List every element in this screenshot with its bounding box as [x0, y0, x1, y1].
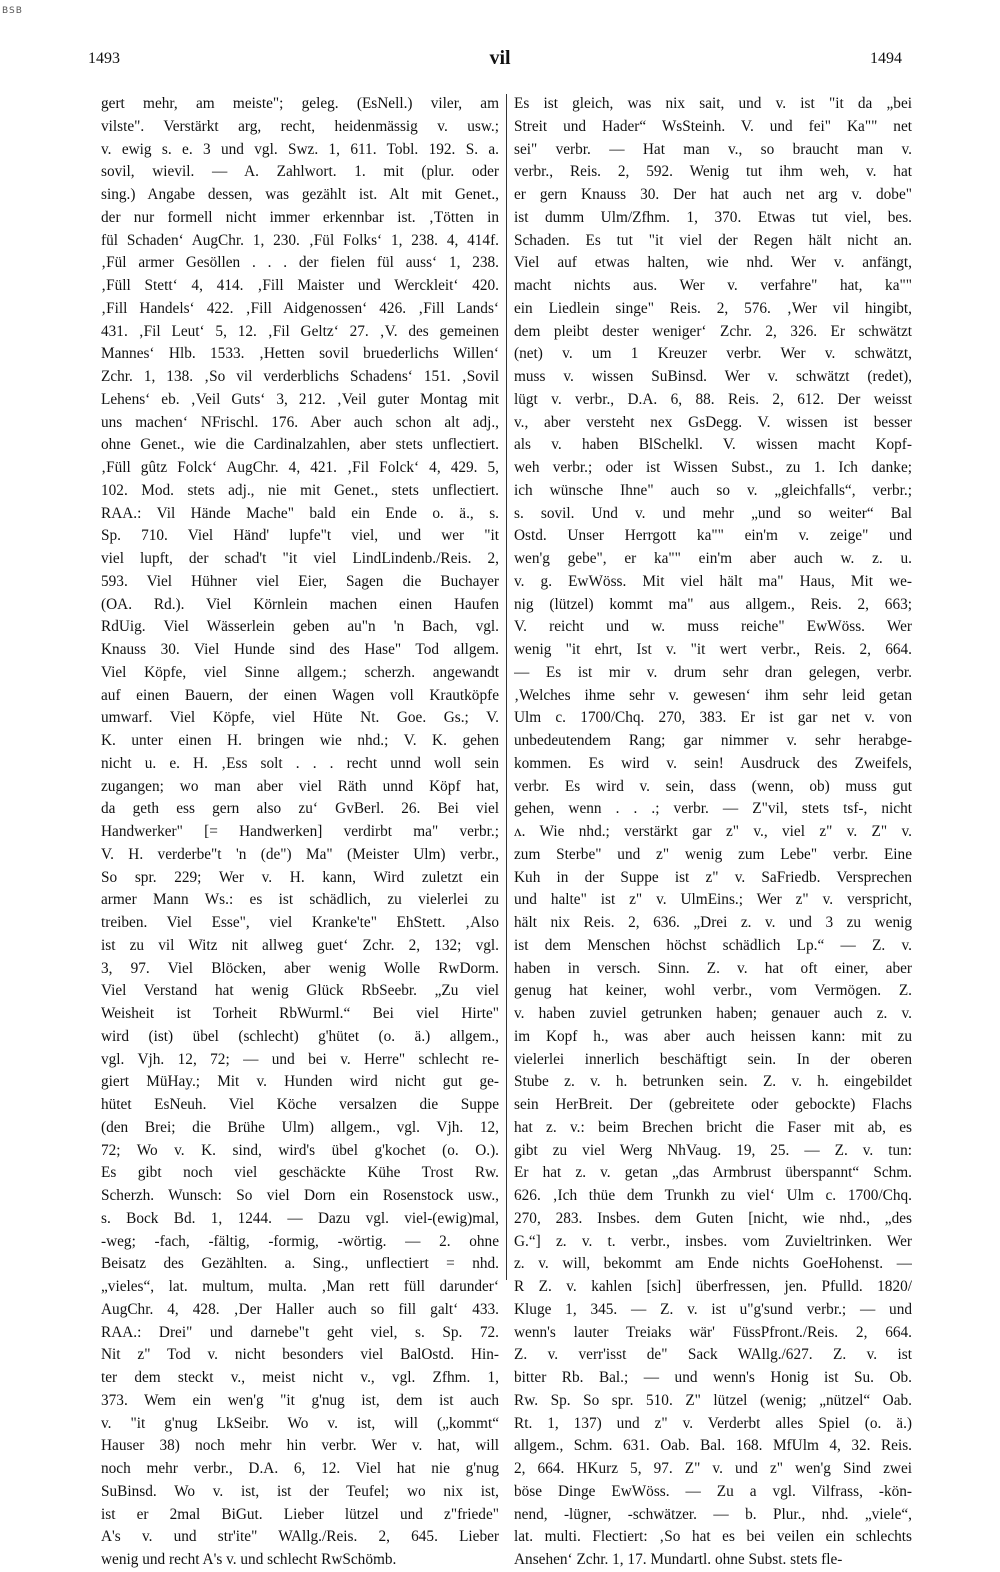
text-line: viel lupft, der schad't "it viel LindLindenb./Reis. 2,: [101, 550, 499, 567]
text-line: vilste". Verstärkt arg, recht, heidenmässig v. usw.;: [101, 117, 499, 135]
text-line: G.“] z. v. t. verbr., insbes. vom Zuvieltrinken. Wer: [514, 1232, 912, 1250]
text-line: RAA.: Vil Hände Mache" bald ein Ende o. ä., s.: [101, 504, 499, 522]
text-line: 72; Wo v. K. sind, wird's übel g'kochet (o. O.).: [101, 1141, 499, 1159]
text-line: Zchr. 1, 138. ‚So vil verderblichs Schadens‘ 151. ‚Sovil: [101, 368, 499, 385]
text-line: hält nix Reis. 2, 636. „Drei z. v. und 3 zu wenig: [514, 914, 912, 931]
text-line: ‚Fül armer Gesöllen . . . der fielen fül auss‘ 1, 238.: [101, 254, 499, 272]
text-line: Hauser 38) noch mehr hin verbr. Wer v. hat, will: [101, 1437, 499, 1455]
text-line: — Es ist mir v. drum sehr dran gelegen, verbr.: [514, 663, 912, 681]
text-line: gibt zu viel Werg NhVaug. 19, 25. — Z. v. tun:: [514, 1141, 912, 1159]
text-line: Beisatz des Gezählten. a. Sing., unflectiert = nhd.: [101, 1255, 499, 1273]
text-line: Viel Verstand hat wenig Glück RbSeebr. „Zu viel: [101, 982, 499, 1000]
text-line: ich wünsche Ihne" auch so v. „gleichfalls“, verbr.;: [514, 481, 912, 499]
text-line: sei" verbr. — Hat man v., so braucht man v.: [514, 140, 912, 158]
text-line: uns machen‘ NFrischl. 176. Aber auch schon alt adj.,: [101, 413, 499, 431]
text-line: ist er 2mal BiGut. Lieber lützel und z"friede": [101, 1505, 499, 1523]
text-line: treiben. Viel Esse", viel Kranke'te" EhStett. ‚Also: [101, 914, 499, 931]
text-line: allgem., Schm. 631. Oab. Bal. 168. MfUlm 4, 32. Reis.: [514, 1437, 912, 1455]
text-line: v., aber versteht nex GsDegg. V. wissen ist besser: [514, 413, 912, 431]
text-line: Scherzh. Wunsch: So viel Dorn ein Rosenstock usw.,: [101, 1187, 499, 1204]
text-line: ter dem steckt v., meist nicht v., vgl. Zfhm. 1,: [101, 1369, 499, 1386]
text-line: SuBinsd. Wo v. ist, ist der Teufel; wo nix ist,: [101, 1482, 499, 1500]
text-line: K. unter einen H. bringen wie nhd.; V. K. gehen: [101, 732, 499, 749]
text-line: weh verbr.; oder ist Wissen Subst., zu 1. Ich danke;: [514, 459, 912, 476]
text-line: macht nichts aus. Wer v. verfahre" hat, ka"": [514, 277, 912, 294]
text-line: kommen. Es wird v. sein! Ausdruck des Zweifels,: [514, 754, 912, 772]
text-line: Ansehen‘ Zchr. 1, 17. Mundartl. ohne Subst. stets fle-: [514, 1551, 843, 1568]
text-line: vielerlei innerlich beschäftigt sein. In der oberen: [514, 1050, 912, 1068]
left-column: [101, 93, 499, 1572]
text-line: unbedeutendem Rang; gar nimmer v. sehr herabge-: [514, 732, 912, 749]
page-number-left: 1493: [88, 50, 120, 67]
text-line: Kluge 1, 345. — Z. v. ist u"g'sund verbr.; — und: [514, 1300, 912, 1318]
text-line: zugangen; wo man aber viel Räth unnd Köpf hat,: [101, 777, 499, 795]
text-line: AugChr. 4, 428. ‚Der Haller auch so fill galt‘ 433.: [101, 1300, 499, 1318]
text-line: er gern Knauss 30. Der hat auch net arg v. dobe": [514, 186, 912, 203]
text-line: Es ist gleich, was nix sait, und v. ist "it da „bei: [514, 95, 912, 112]
text-line: vgl. Vjh. 12, 72; — und bei v. Herre" schlecht re-: [101, 1050, 499, 1068]
text-line: s. sovil. Und v. und mehr „und so weiter“ Bal: [514, 504, 912, 522]
text-line: ‚Welches ihme sehr v. gewesen‘ ihm sehr leid getan: [514, 686, 912, 704]
text-line: 270, 283. Insbes. dem Guten [nicht, wie nhd., „des: [514, 1209, 912, 1227]
text-line: sing.) Angabe dessen, was gezählt ist. Alt mit Genet.,: [101, 186, 499, 203]
text-line: dem pleibt dester weniger‘ Zchr. 2, 326. Er schwätzt: [514, 322, 912, 340]
text-line: 431. ‚Fil Leut‘ 5, 12. ‚Fil Geltz‘ 27. ‚V. des gemeinen: [101, 322, 499, 340]
text-line: ʌ. Wie nhd.; verstärkt gar z" v., viel z" v. Z" v.: [514, 823, 912, 840]
text-line: v. "it g'nug LkSeibr. Wo v. ist, will („kommt“: [101, 1414, 499, 1432]
text-line: Stube z. v. h. betrunken sein. Z. v. h. eingebildet: [514, 1073, 912, 1091]
text-line: V. reicht und w. muss reiche" EwWöss. Wer: [514, 618, 912, 636]
text-line: verbr. Es wird v. sein, dass (wenn, ob) muss gut: [514, 777, 912, 795]
right-column: [514, 93, 912, 1572]
text-line: gert mehr, am meiste"; geleg. (EsNell.) viler, am: [101, 95, 499, 112]
text-line: -weg; -fach, -fältig, -formig, -wörtig. — 2. ohne: [101, 1232, 499, 1250]
text-line: wenig "it ehrt, Ist v. "it wert verbr., Reis. 2, 664.: [514, 641, 912, 658]
text-line: z. v. will, bekommt am Ende nichts GoeHohenst. —: [514, 1255, 912, 1273]
text-line: fül Schaden‘ AugChr. 1, 230. ‚Fül Folks‘ 1, 238. 4, 414f.: [101, 231, 499, 249]
text-line: Knauss 30. Viel Hunde sind des Hase" Tod allgem.: [101, 641, 499, 658]
text-line: im Kopf h., was aber auch heissen kann: mit zu: [514, 1027, 912, 1045]
text-line: armer Mann Ws.: es ist schädlich, zu vielerlei zu: [101, 891, 499, 909]
text-line: zum Sterbe" und z" wenig zum Lebe" verbr. Eine: [514, 845, 912, 863]
text-line: So spr. 229; Wer v. H. kann, Wird zuletzt ein: [101, 868, 499, 886]
text-line: Ostd. Unser Herrgott ka"" ein'm v. zeige" und: [514, 527, 912, 545]
text-line: ist dumm Ulm/Zfhm. 1, 370. Etwas tut viel, bes.: [514, 208, 912, 226]
text-line: 102. Mod. stets adj., nie mit Genet., stets unflectiert.: [101, 481, 499, 499]
text-line: RAA.: Drei" und darnebe"t geht viel, s. Sp. 72.: [101, 1323, 499, 1341]
text-line: Mannes‘ Hlb. 1533. ‚Hetten sovil bruederlichs Willen‘: [101, 345, 499, 363]
text-line: böse Dinge EwWöss. — Zu a vgl. Vilfrass, -kön-: [514, 1482, 912, 1500]
text-line: muss v. wissen SuBinsd. Wer v. schwätzt (redet),: [514, 368, 912, 385]
text-line: wenn's lauter Treiaks wär' FüssPfront./Reis. 2, 664.: [514, 1323, 912, 1341]
text-line: nend, -lügner, -schwätzer. — b. Plur., nhd. „viele“,: [514, 1505, 912, 1523]
page-number-right: 1494: [870, 50, 902, 67]
text-line: Er hat z. v. getan „das Armbrust überspannt“ Schm.: [514, 1164, 912, 1182]
text-line: ohne Genet., wie die Cardinalzahlen, aber stets unflectiert.: [101, 436, 499, 454]
text-line: Sp. 710. Viel Händ' lupfe"t viel, und wer "it: [101, 527, 499, 545]
text-line: ist zu vil Witz nit allweg guet‘ Zchr. 2, 132; vgl.: [101, 936, 499, 954]
text-line: Viel Köpfe, viel Sinne allgem.; scherzh. angewandt: [101, 663, 499, 681]
text-line: Weisheit ist Torheit RbWurml.“ Bei viel Hirte": [101, 1005, 499, 1022]
text-line: Z. v. verr'isst de" Sack WAllg./627. Z. v. ist: [514, 1346, 912, 1364]
text-line: Viel auf etwas halten, wie nhd. Wer v. anfängt,: [514, 254, 912, 272]
text-line: Kuh in der Suppe ist z" v. SaFriedb. Versprechen: [514, 868, 912, 886]
text-line: und halte" ist z" v. UlmEins.; Wer z" v. verspricht,: [514, 891, 912, 909]
text-line: Handwerker" [= Handwerken] verdirbt ma" verbr.;: [101, 823, 499, 840]
text-line: 626. ‚Ich thüe dem Trunkh zu viel‘ Ulm c. 1700/Chq.: [514, 1187, 912, 1204]
text-line: (net) v. um 1 Kreuzer verbr. Wer v. schwätzt,: [514, 345, 912, 363]
text-line: noch mehr verbr., D.A. 6, 12. Viel hat nie g'nug: [101, 1460, 499, 1477]
text-line: gehen, wenn . . .; verbr. — Z"vil, stets tsf-, nicht: [514, 800, 912, 818]
text-line: ein Liedlein singe" Reis. 2, 576. ‚Wer vil hingibt,: [514, 299, 912, 317]
text-line: als v. haben BlSchelkl. V. wissen macht Kopf-: [514, 436, 912, 454]
text-line: haben in versch. Sinn. Z. v. hat oft einer, aber: [514, 959, 912, 977]
text-line: RdUig. Viel Wässerlein geben au"n 'n Bach, vgl.: [101, 618, 499, 636]
text-line: R Z. v. kahlen [sich] überfressen, jen. Pfulld. 1820/: [514, 1278, 912, 1295]
text-line: da geth ess gern also zu‘ GvBerl. 26. Bei viel: [101, 800, 499, 818]
text-line: v. ewig s. e. 3 und vgl. Swz. 1, 611. Tobl. 192. S. a.: [101, 140, 499, 158]
text-line: lügt v. verbr., D.A. 6, 88. Reis. 2, 612. Der weisst: [514, 390, 912, 408]
text-line: giert MüHay.; Mit v. Hunden wird nicht gut ge-: [101, 1073, 499, 1091]
text-line: sovil, wievil. — A. Zahlwort. 1. mit (plur. oder: [101, 163, 499, 181]
text-line: sein HerBreit. Der (gebreitete oder gebockte) Flachs: [514, 1096, 912, 1113]
column-divider: [506, 94, 507, 1280]
text-line: Es gibt noch viel geschäckte Kühe Trost Rw.: [101, 1164, 499, 1182]
text-line: s. Bock Bd. 1, 1244. — Dazu vgl. viel-(ewig)mal,: [101, 1209, 499, 1227]
text-line: A's v. und str'ite" WAllg./Reis. 2, 645. Lieber: [101, 1528, 499, 1546]
text-line: Lehens‘ eb. ‚Veil Guts‘ 3, 212. ‚Veil guter Montag mit: [101, 390, 499, 408]
text-line: „vieles“, lat. multum, multa. ‚Man rett füll darunder‘: [101, 1278, 499, 1295]
text-line: (OA. Rd.). Viel Körnlein machen einen Haufen: [101, 595, 499, 613]
text-line: wenig und recht A's v. und schlecht RwSchömb.: [101, 1551, 397, 1568]
library-stamp: BSB: [2, 6, 23, 16]
text-line: Streit und Hader“ WsSteinh. V. und fei" Ka"" net: [514, 117, 912, 135]
text-line: wen'g gebe", er ka"" ein'm aber auch w. z. u.: [514, 550, 912, 567]
text-line: genug hat keiner, wohl verbr., vom Vermögen. Z.: [514, 982, 912, 1000]
text-line: der nur formell nicht immer erkennbar ist. ‚Tötten in: [101, 208, 499, 226]
text-line: ‚Füll gûtz Folck‘ AugChr. 4, 421. ‚Fil Folck‘ 4, 429. 5,: [101, 459, 499, 476]
text-line: hütet EsNeuh. Viel Köche versalzen die Suppe: [101, 1096, 499, 1113]
text-line: hat z. v.: beim Brechen bricht die Faser mit ab, es: [514, 1118, 912, 1136]
text-line: Ulm c. 1700/Chq. 270, 383. Er ist gar net v. von: [514, 709, 912, 727]
text-line: nig (lützel) kommt ma" aus allgem., Reis. 2, 663;: [514, 595, 912, 613]
text-line: (den Brei; die Brühe Ulm) allgem., vgl. Vjh. 12,: [101, 1118, 499, 1136]
text-line: Rt. 1, 137) und z" v. Verderbt alles Spiel (o. ä.): [514, 1414, 912, 1432]
text-line: 3, 97. Viel Blöcken, aber wenig Wolle RwDorm.: [101, 959, 499, 977]
text-line: 373. Wem ein wen'g "it g'nug ist, dem ist auch: [101, 1391, 499, 1409]
text-line: 2, 664. HKurz 5, 97. Z" v. und z" wen'g Sind zwei: [514, 1460, 912, 1477]
text-line: 593. Viel Hühner viel Eier, Sagen die Buchayer: [101, 572, 499, 590]
text-line: verbr., Reis. 2, 592. Wenig tut ihm weh, v. hat: [514, 163, 912, 181]
text-line: bitter Rb. Bal.; — und wenn's Honig ist Su. Ob.: [514, 1369, 912, 1386]
text-line: Schaden. Es tut "it viel der Regen hält nicht an.: [514, 231, 912, 249]
text-line: nicht u. e. H. ‚Ess solt . . . recht unnd woll sein: [101, 754, 499, 772]
text-line: v. haben zuviel getrunken haben; genauer auch z. v.: [514, 1005, 912, 1022]
text-line: ‚Fill Handels‘ 422. ‚Fill Aidgenossen‘ 426. ‚Fill Lands‘: [101, 299, 499, 317]
text-line: ‚Füll Stett‘ 4, 414. ‚Fill Maister und Werckleit‘ 420.: [101, 277, 499, 294]
text-line: v. g. EwWöss. Mit viel hält ma" Haus, Mit we-: [514, 572, 912, 590]
text-line: Nit z" Tod v. nicht besonders viel BalOstd. Hin-: [101, 1346, 499, 1364]
text-line: lat. multi. Flectiert: ‚So hat es bei veilen ein schlechts: [514, 1528, 912, 1546]
running-headword: vil: [489, 47, 511, 69]
text-line: V. H. verderbe"t 'n (de") Ma" (Meister Ulm) verbr.,: [101, 845, 499, 863]
text-line: auf einen Bauern, der einen Wagen voll Krautköpfe: [101, 686, 499, 704]
text-line: wird (ist) übel (schlecht) g'hütet (o. ä.) allgem.,: [101, 1027, 499, 1045]
text-line: Rw. Sp. So spr. 510. Z" lützel (wenig; „nützel“ Oab.: [514, 1391, 912, 1409]
text-line: umwarf. Viel Köpfe, viel Hüte Nt. Goe. Gs.; V.: [101, 709, 499, 727]
text-line: ist dem Menschen höchst schädlich Lp.“ — Z. v.: [514, 936, 912, 954]
